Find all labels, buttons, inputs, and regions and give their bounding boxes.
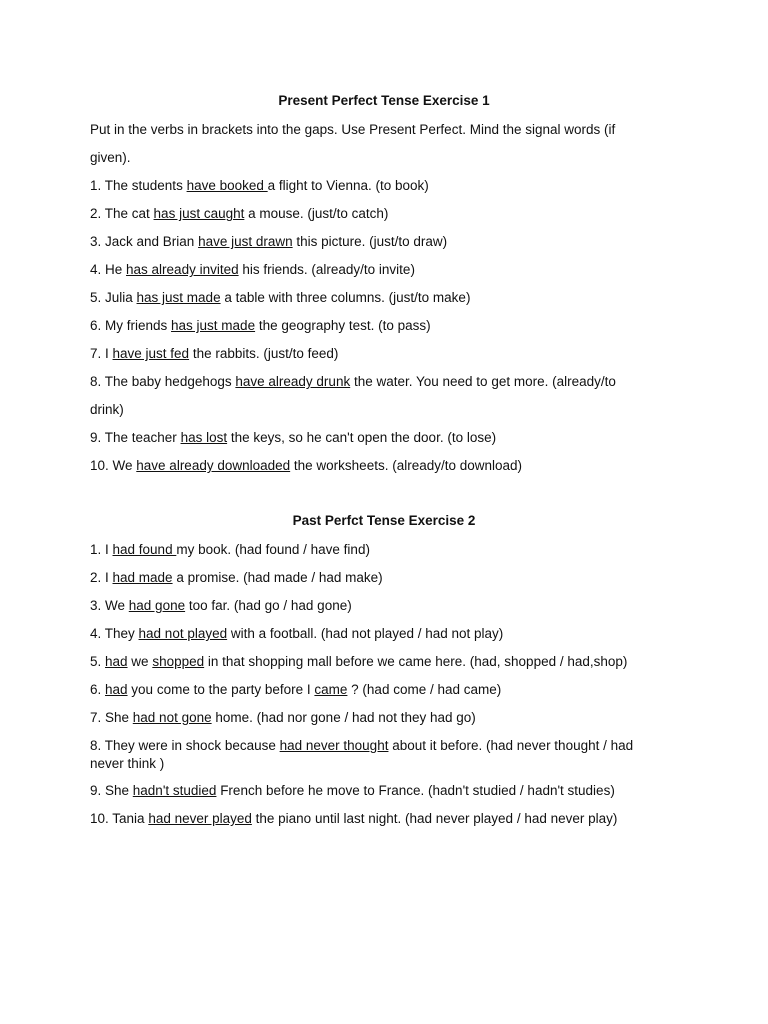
exercise1-item-line [90, 318, 431, 333]
exercise1-title: Present Perfect Tense Exercise 1 [278, 93, 490, 108]
item-text: 6. [90, 682, 106, 697]
item-text: home. (had nor gone / had not they had go) [211, 710, 476, 725]
answer-text: had never thought [279, 738, 389, 753]
answer-text: had not played [138, 626, 228, 641]
answer-text: have just drawn [198, 234, 293, 249]
exercise2-item-line [90, 542, 370, 557]
item-text: 5. Julia [90, 290, 137, 305]
exercise2-item-line [90, 626, 503, 641]
exercise2-item-line [90, 598, 352, 613]
exercise2-item-line [90, 654, 627, 669]
item-text: 2. I [90, 570, 113, 585]
item-text: 10. We [90, 458, 137, 473]
item-text: the geography test. (to pass) [255, 318, 431, 333]
item-text: drink) [90, 402, 124, 417]
answer-text: had [105, 682, 128, 697]
item-text: the keys, so he can't open the door. (to lose) [227, 430, 497, 445]
exercise1-instructions-line1: Put in the verbs in brackets into the gaps. Use Present Perfect. Mind the signal words (if [90, 122, 616, 137]
answer-text: has already invited [126, 262, 239, 277]
exercise1-instructions-line2: given). [90, 150, 131, 165]
item-text: 1. I [90, 542, 113, 557]
exercise1-item-line [90, 206, 388, 221]
item-text: too far. (had go / had gone) [185, 598, 352, 613]
answer-text: shopped [152, 654, 205, 669]
exercise1-item-line [90, 234, 447, 249]
item-text: 4. They [90, 626, 139, 641]
item-text: 7. She [90, 710, 133, 725]
item-text: the rabbits. (just/to feed) [189, 346, 339, 361]
answer-text: had gone [128, 598, 186, 613]
item-text: 3. Jack and Brian [90, 234, 199, 249]
answer-text: had [105, 654, 128, 669]
item-text: a table with three columns. (just/to make) [220, 290, 471, 305]
item-text: the piano until last night. (had never played / had never play) [251, 811, 618, 826]
exercise1-item-line [90, 178, 429, 193]
item-text: in that shopping mall before we came here. (had, shopped / had,shop) [204, 654, 628, 669]
item-text: 9. She [90, 783, 133, 798]
item-text: a flight to Vienna. (to book) [267, 178, 429, 193]
answer-text: have already drunk [235, 374, 351, 389]
answer-text: has just made [171, 318, 256, 333]
item-text: his friends. (already/to invite) [238, 262, 415, 277]
exercise1-item-line [90, 290, 470, 305]
exercise1-item-line [90, 402, 124, 417]
item-text: 3. We [90, 598, 129, 613]
item-text: about it before. (had never thought / had [388, 738, 634, 753]
item-text: 8. The baby hedgehogs [90, 374, 236, 389]
answer-text: have booked [186, 178, 268, 193]
answer-text: has just caught [153, 206, 245, 221]
item-text: 8. They were in shock because [90, 738, 280, 753]
item-text: never think ) [90, 756, 165, 771]
exercise2-item-line [90, 738, 633, 753]
item-text: you come to the party before I [127, 682, 315, 697]
exercise2-item-line [90, 710, 476, 725]
answer-text: had made [112, 570, 173, 585]
item-text: this picture. (just/to draw) [292, 234, 448, 249]
item-text: French before he move to France. (hadn't studied / hadn't studies) [216, 783, 615, 798]
answer-text: has lost [180, 430, 228, 445]
item-text: 7. I [90, 346, 113, 361]
item-text: 4. He [90, 262, 127, 277]
answer-text: have just fed [112, 346, 190, 361]
item-text: the worksheets. (already/to download) [290, 458, 523, 473]
item-text: 2. The cat [90, 206, 154, 221]
item-text: my book. (had found / have find) [176, 542, 370, 557]
item-text: the water. You need to get more. (already/to [350, 374, 616, 389]
answer-text: has just made [136, 290, 221, 305]
exercise1-item-line [90, 374, 616, 389]
item-text: a promise. (had made / had make) [172, 570, 383, 585]
item-text: ? (had come / had came) [347, 682, 502, 697]
item-text: with a football. (had not played / had not play) [227, 626, 504, 641]
answer-text: had never played [148, 811, 252, 826]
exercise2-item-line [90, 783, 615, 798]
answer-text: came [314, 682, 348, 697]
answer-text: had found [112, 542, 177, 557]
exercise2-title: Past Perfct Tense Exercise 2 [292, 513, 476, 528]
exercise1-item-line [90, 430, 496, 445]
item-text: 5. [90, 654, 106, 669]
exercise2-item-line [90, 570, 383, 585]
exercise1-item-line [90, 346, 338, 361]
exercise2-item-line [90, 756, 164, 771]
exercise2-item-line [90, 811, 617, 826]
answer-text: had not gone [132, 710, 212, 725]
exercise2-item-line [90, 682, 501, 697]
item-text: 10. Tania [90, 811, 149, 826]
item-text: we [127, 654, 153, 669]
item-text: 9. The teacher [90, 430, 181, 445]
answer-text: hadn't studied [132, 783, 217, 798]
exercise1-item-line [90, 458, 522, 473]
item-text: 1. The students [90, 178, 187, 193]
answer-text: have already downloaded [136, 458, 291, 473]
exercise1-item-line [90, 262, 415, 277]
item-text: a mouse. (just/to catch) [244, 206, 389, 221]
item-text: 6. My friends [90, 318, 172, 333]
